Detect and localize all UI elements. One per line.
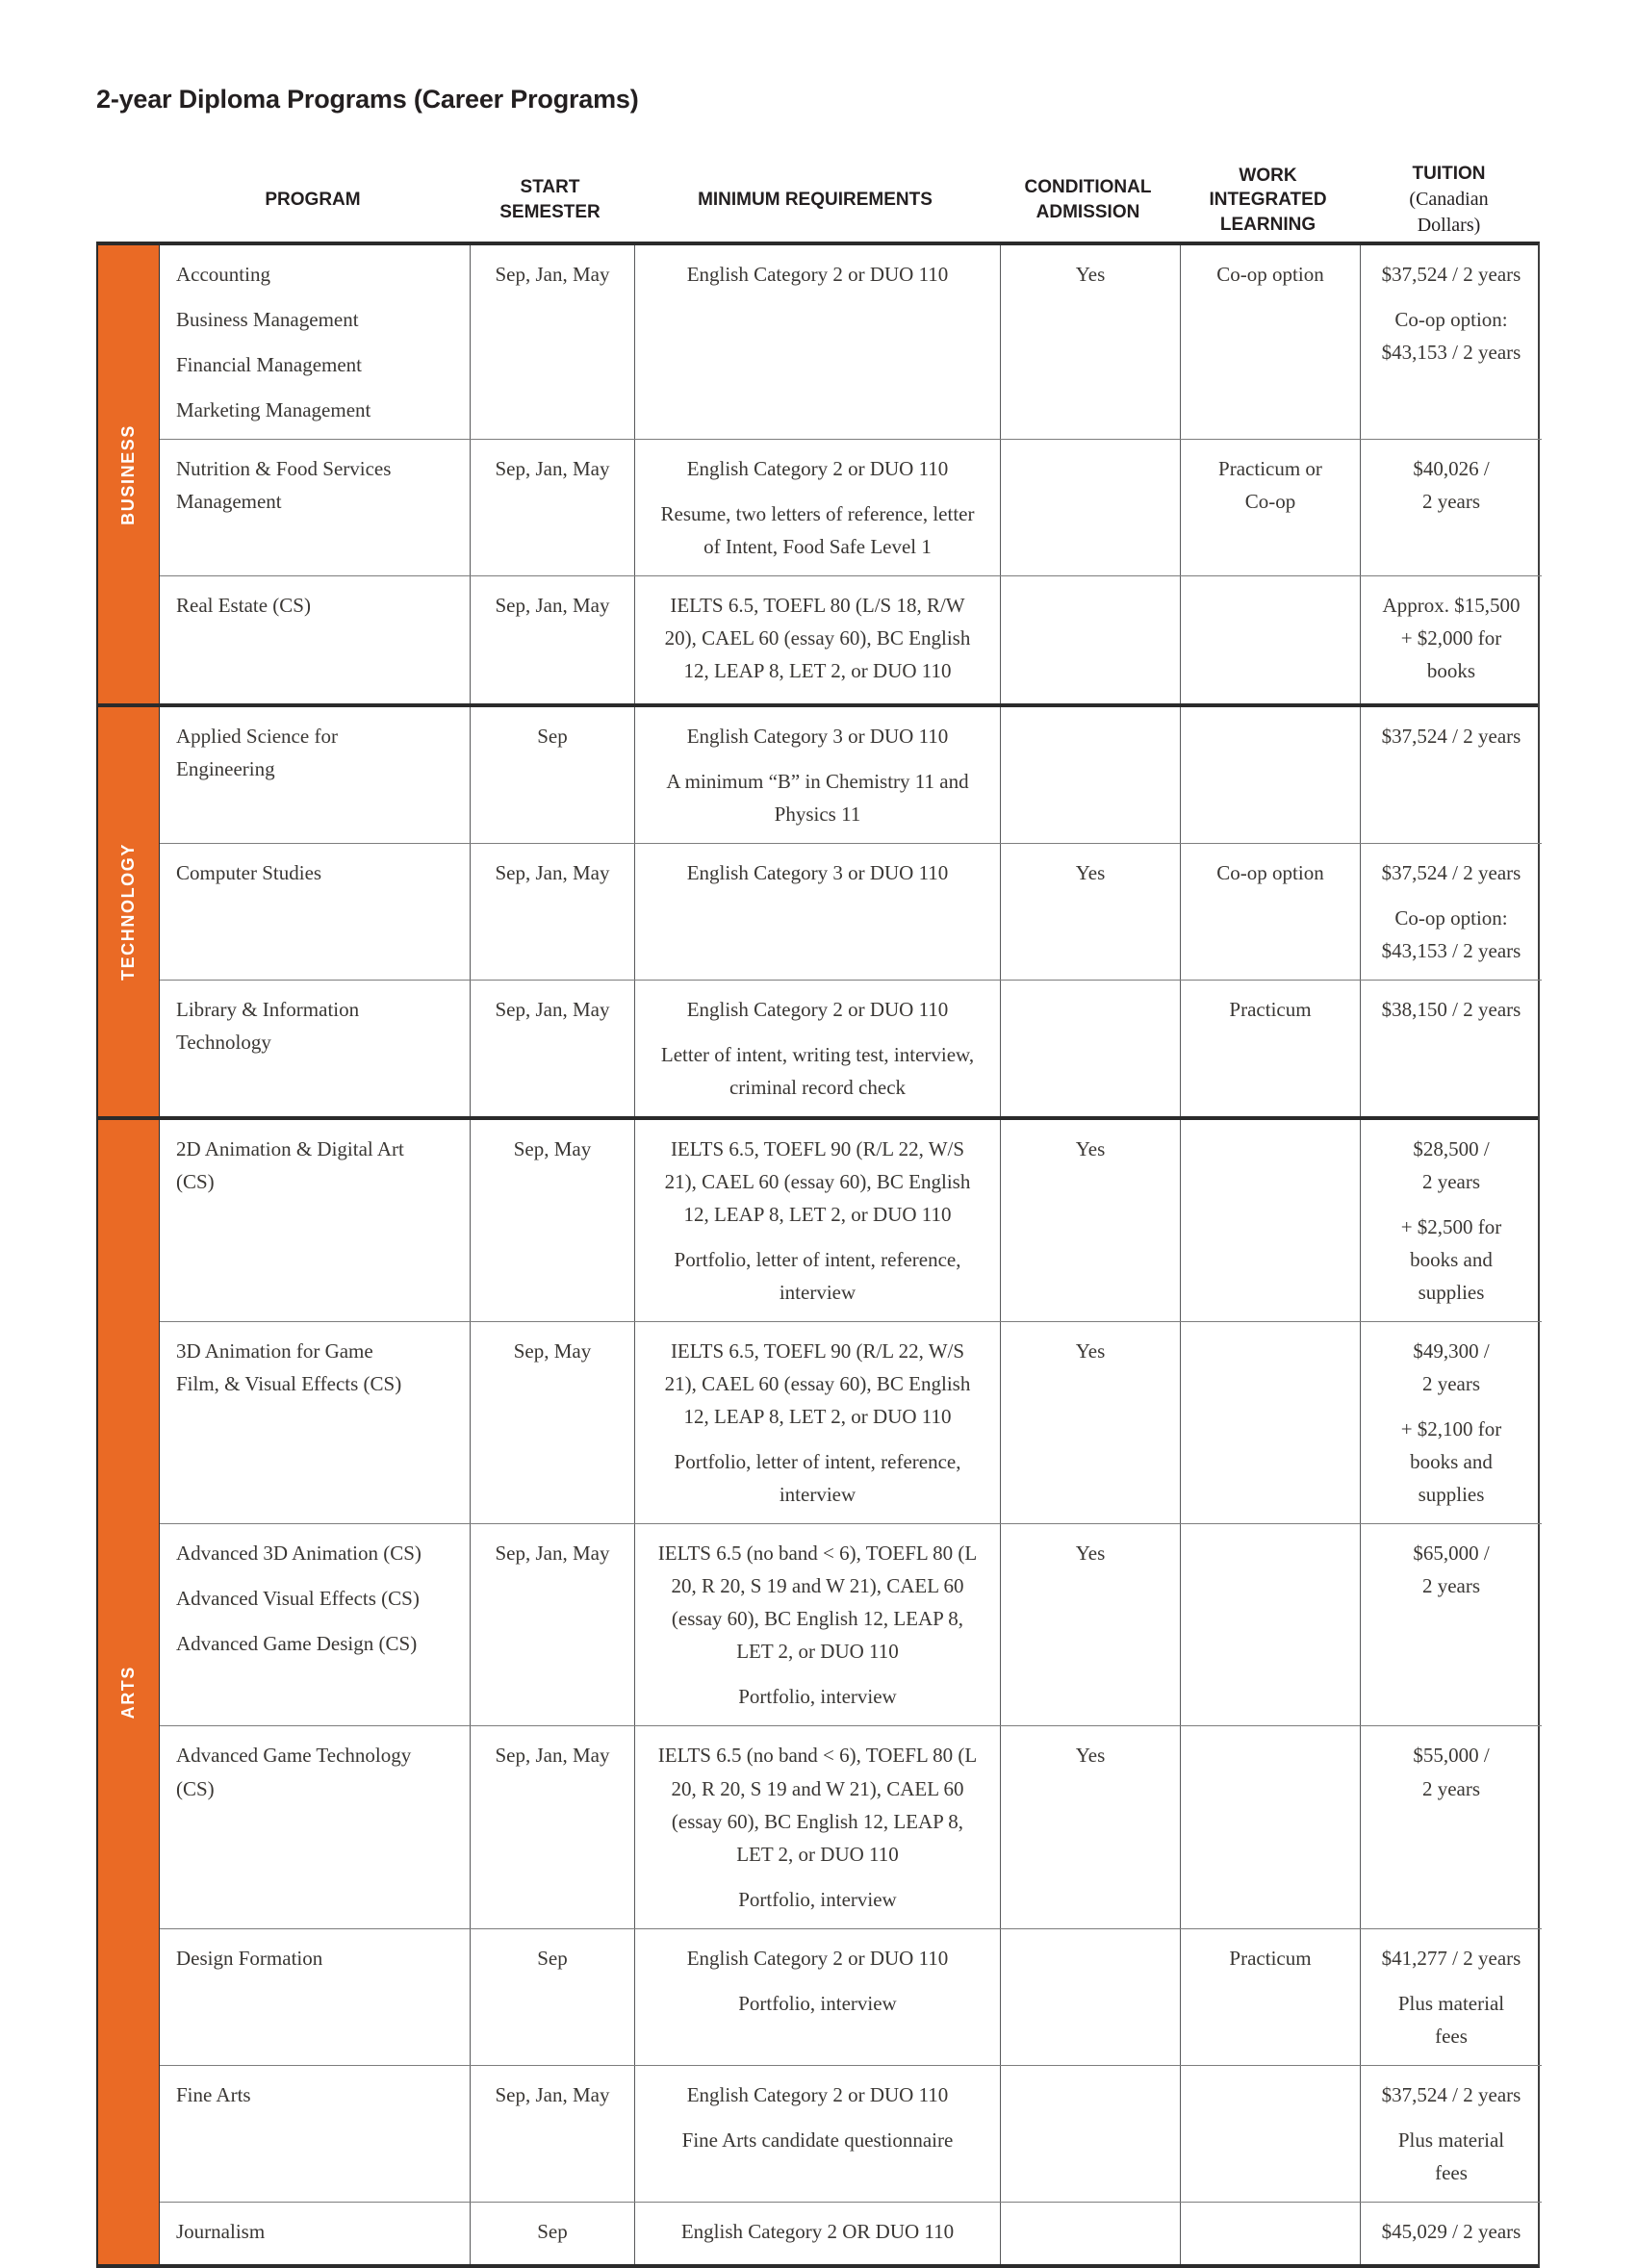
table-row — [160, 1120, 1542, 1321]
table-row — [160, 1928, 1542, 2065]
program-cell: Advanced 3D Animation (CS) Advanced Visual Effects (CS) Advanced Game Design (CS) — [176, 1542, 422, 1656]
tuition-cell: Approx. $15,500 + $2,000 for books — [1360, 576, 1542, 703]
program-cell: Fine Arts — [176, 2082, 251, 2106]
tuition-cell: $55,000 / 2 years — [1360, 1726, 1542, 1927]
work-integrated-learning-cell — [1180, 2203, 1360, 2264]
program-cell: Applied Science for Engineering — [176, 725, 338, 781]
start-semester-cell: Sep, Jan, May — [470, 981, 634, 1116]
work-integrated-learning-cell: Practicum — [1180, 981, 1360, 1116]
work-integrated-learning-cell: Co-op option — [1180, 844, 1360, 980]
minimum-requirements-cell: English Category 3 or DUO 110 A minimum “B” in Chemistry 11 and Physics 11 — [634, 707, 1000, 843]
start-semester-cell: Sep — [470, 2203, 634, 2264]
column-header-work-integrated-learning: WORK INTEGRATED LEARNING — [1209, 165, 1327, 235]
conditional-admission-cell — [1000, 1929, 1180, 2065]
start-semester-cell: Sep, Jan, May — [470, 844, 634, 980]
column-header-conditional-admission: CONDITIONAL ADMISSION — [1024, 177, 1152, 222]
table-header-row — [96, 159, 1540, 242]
work-integrated-learning-cell — [1180, 707, 1360, 843]
tuition-cell: $38,150 / 2 years — [1360, 981, 1542, 1116]
start-semester-cell: Sep, May — [470, 1322, 634, 1523]
work-integrated-learning-cell: Co-op option — [1180, 245, 1360, 439]
table-row — [160, 980, 1542, 1116]
program-cell: Library & Information Technology — [176, 998, 360, 1055]
program-cell: 2D Animation & Digital Art (CS) — [176, 1137, 404, 1194]
column-header-tuition — [1358, 162, 1540, 239]
table-row — [160, 439, 1542, 575]
start-semester-cell: Sep, Jan, May — [470, 1726, 634, 1927]
page-title: 2-year Diploma Programs (Career Programs) — [96, 85, 639, 114]
table-row — [160, 575, 1542, 703]
table-row — [160, 843, 1542, 980]
table-row — [160, 2065, 1542, 2202]
work-integrated-learning-cell — [1180, 1322, 1360, 1523]
minimum-requirements-cell: IELTS 6.5 (no band < 6), TOEFL 80 (L 20, R 20, S 19 and W 21), CAEL 60 (essay 60), BC English 12, LEAP 8, LET 2, or DUO 110 Portfolio, interview — [634, 1726, 1000, 1927]
section-label-text: BUSINESS — [118, 423, 138, 525]
start-semester-cell: Sep, Jan, May — [470, 245, 634, 439]
program-cell: Computer Studies — [176, 861, 322, 885]
start-semester-cell: Sep — [470, 1929, 634, 2065]
minimum-requirements-cell: IELTS 6.5, TOEFL 90 (R/L 22, W/S 21), CAEL 60 (essay 60), BC English 12, LEAP 8, LET 2, or DUO 110 Portfolio, letter of intent, reference, interview — [634, 1120, 1000, 1321]
tuition-cell: $37,524 / 2 years Co-op option: $43,153 / 2 years — [1360, 245, 1542, 439]
table-row — [160, 245, 1542, 439]
tuition-cell: $40,026 / 2 years — [1360, 440, 1542, 575]
column-header-tuition-subtitle: (Canadian Dollars) — [1409, 188, 1489, 236]
section-label-text: ARTS — [118, 1665, 138, 1720]
program-cell: 3D Animation for Game Film, & Visual Effects (CS) — [176, 1339, 402, 1396]
work-integrated-learning-cell — [1180, 1524, 1360, 1725]
conditional-admission-cell: Yes — [1000, 1120, 1180, 1321]
section-label-arts — [98, 1120, 160, 2263]
program-cell: Design Formation — [176, 1946, 323, 1970]
column-header-tuition-label: TUITION — [1412, 164, 1486, 185]
program-cell: Advanced Game Technology (CS) — [176, 1744, 412, 1800]
section-label-text: TECHNOLOGY — [118, 843, 138, 981]
minimum-requirements-cell: IELTS 6.5 (no band < 6), TOEFL 80 (L 20, R 20, S 19 and W 21), CAEL 60 (essay 60), BC English 12, LEAP 8, LET 2, or DUO 110 Portfolio, interview — [634, 1524, 1000, 1725]
conditional-admission-cell: Yes — [1000, 1524, 1180, 1725]
conditional-admission-cell: Yes — [1000, 1726, 1180, 1927]
tuition-cell: $45,029 / 2 years — [1360, 2203, 1542, 2264]
minimum-requirements-cell: IELTS 6.5, TOEFL 80 (L/S 18, R/W 20), CAEL 60 (essay 60), BC English 12, LEAP 8, LET 2, or DUO 110 — [634, 576, 1000, 703]
tuition-cell: $49,300 / 2 years + $2,100 for books and supplies — [1360, 1322, 1542, 1523]
program-cell: Journalism — [176, 2219, 266, 2243]
section-technology — [98, 703, 1538, 1116]
conditional-admission-cell: Yes — [1000, 1322, 1180, 1523]
start-semester-cell: Sep — [470, 707, 634, 843]
conditional-admission-cell — [1000, 2203, 1180, 2264]
work-integrated-learning-cell — [1180, 2066, 1360, 2202]
conditional-admission-cell: Yes — [1000, 245, 1180, 439]
table-row — [160, 2202, 1542, 2264]
conditional-admission-cell — [1000, 576, 1180, 703]
work-integrated-learning-cell — [1180, 1120, 1360, 1321]
tuition-cell: $28,500 / 2 years + $2,500 for books and supplies — [1360, 1120, 1542, 1321]
conditional-admission-cell — [1000, 2066, 1180, 2202]
work-integrated-learning-cell: Practicum — [1180, 1929, 1360, 2065]
conditional-admission-cell — [1000, 981, 1180, 1116]
minimum-requirements-cell: English Category 2 or DUO 110 Fine Arts candidate questionnaire — [634, 2066, 1000, 2202]
table-row — [160, 1321, 1542, 1523]
program-cell: Nutrition & Food Services Management — [176, 457, 392, 514]
tuition-cell: $37,524 / 2 years Co-op option: $43,153 / 2 years — [1360, 844, 1542, 980]
section-rows — [160, 1120, 1542, 2263]
start-semester-cell: Sep, Jan, May — [470, 576, 634, 703]
tuition-cell: $65,000 / 2 years — [1360, 1524, 1542, 1725]
work-integrated-learning-cell: Practicum or Co-op — [1180, 440, 1360, 575]
start-semester-cell: Sep, May — [470, 1120, 634, 1321]
table-row — [160, 1523, 1542, 1725]
start-semester-cell: Sep, Jan, May — [470, 1524, 634, 1725]
minimum-requirements-cell: English Category 2 or DUO 110 Portfolio, interview — [634, 1929, 1000, 2065]
section-rows — [160, 707, 1542, 1116]
conditional-admission-cell — [1000, 440, 1180, 575]
minimum-requirements-cell: IELTS 6.5, TOEFL 90 (R/L 22, W/S 21), CAEL 60 (essay 60), BC English 12, LEAP 8, LET 2, or DUO 110 Portfolio, letter of intent, reference, interview — [634, 1322, 1000, 1523]
conditional-admission-cell: Yes — [1000, 844, 1180, 980]
section-rows — [160, 245, 1542, 703]
minimum-requirements-cell: English Category 2 or DUO 110 — [634, 245, 1000, 439]
table-row — [160, 1725, 1542, 1927]
conditional-admission-cell — [1000, 707, 1180, 843]
tuition-cell: $41,277 / 2 years Plus material fees — [1360, 1929, 1542, 2065]
section-label-business — [98, 245, 160, 703]
work-integrated-learning-cell — [1180, 576, 1360, 703]
table-row — [160, 707, 1542, 843]
programs-table — [96, 159, 1540, 2268]
column-header-start-semester: START SEMESTER — [499, 177, 601, 222]
column-header-program: PROGRAM — [265, 190, 361, 211]
minimum-requirements-cell: English Category 3 or DUO 110 — [634, 844, 1000, 980]
column-header-minimum-requirements: MINIMUM REQUIREMENTS — [698, 190, 933, 211]
program-cell: Accounting Business Management Financial Management Marketing Management — [176, 263, 371, 422]
minimum-requirements-cell: English Category 2 OR DUO 110 — [634, 2203, 1000, 2264]
table-body — [96, 242, 1540, 2268]
section-arts — [98, 1116, 1538, 2263]
program-cell: Real Estate (CS) — [176, 594, 311, 618]
tuition-cell: $37,524 / 2 years Plus material fees — [1360, 2066, 1542, 2202]
section-business — [98, 245, 1538, 703]
section-label-technology — [98, 707, 160, 1116]
work-integrated-learning-cell — [1180, 1726, 1360, 1927]
start-semester-cell: Sep, Jan, May — [470, 440, 634, 575]
start-semester-cell: Sep, Jan, May — [470, 2066, 634, 2202]
minimum-requirements-cell: English Category 2 or DUO 110 Resume, two letters of reference, letter of Intent, Food Safe Level 1 — [634, 440, 1000, 575]
tuition-cell: $37,524 / 2 years — [1360, 707, 1542, 843]
minimum-requirements-cell: English Category 2 or DUO 110 Letter of intent, writing test, interview, criminal record check — [634, 981, 1000, 1116]
